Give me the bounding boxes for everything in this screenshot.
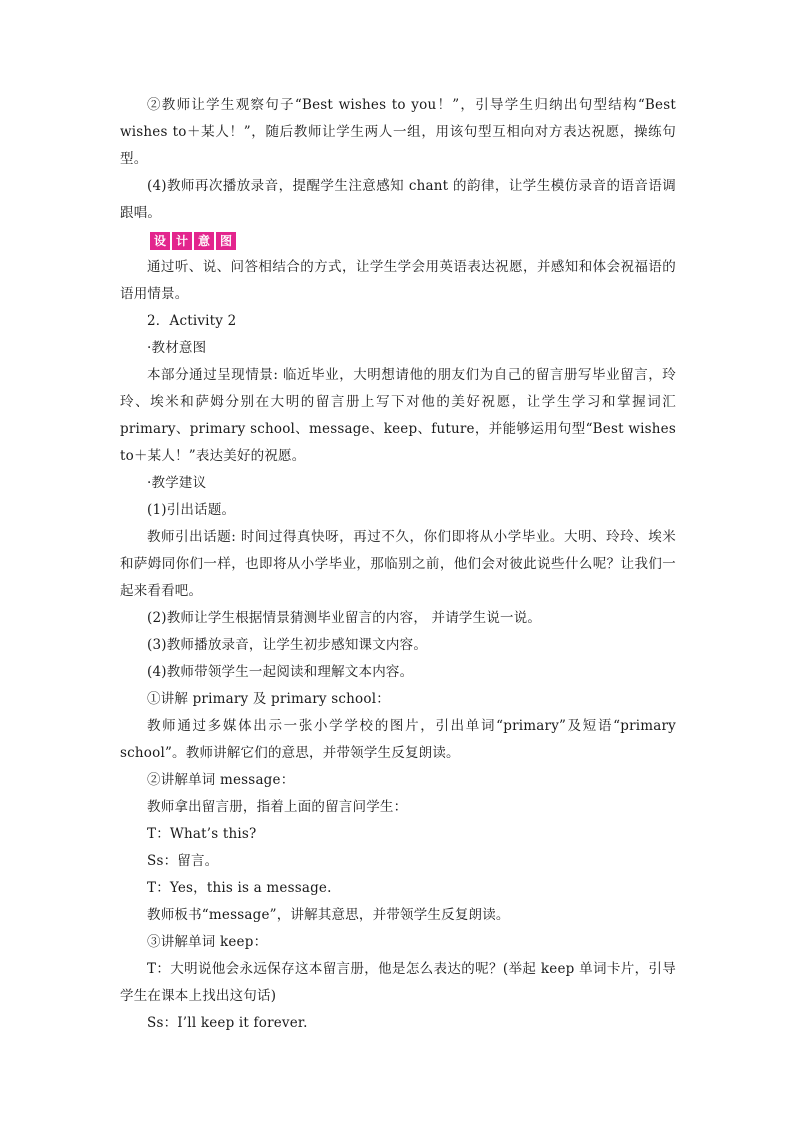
paragraph: ②教师让学生观察句子“Best wishes to you！”，引导学生归纳出句型结构“Best wishes to＋某人！”，随后教师让学生两人一组，用该句型互相向对方表达祝愿，操练句型。 <box>120 97 676 167</box>
design-intent-badge-row <box>120 227 676 254</box>
paragraph: (4)教师带领学生一起阅读和理解文本内容。 <box>147 664 414 680</box>
document-page <box>120 92 676 1037</box>
subsection-heading: ·教材意图 <box>147 340 207 356</box>
section-heading: 2．Activity 2 <box>147 313 237 329</box>
paragraph: ③讲解单词 keep： <box>147 934 268 950</box>
paragraph: (3)教师播放录音，让学生初步感知课文内容。 <box>147 637 428 653</box>
badge-char: 设 <box>150 232 170 250</box>
paragraph: 本部分通过呈现情景: 临近毕业，大明想请他的朋友们为自己的留言册写毕业留言，玲玲、埃米和萨姆分别在大明的留言册上写下对他的美好祝愿，让学生学习和掌握词汇 primary、primary school、message、keep、future，并能够运用句型“Best wishes to＋某人！”表达美好的祝愿。 <box>120 367 676 464</box>
dialogue-line: Ss：留言。 <box>147 853 219 869</box>
paragraph: 教师板书“message”，讲解其意思，并带领学生反复朗读。 <box>147 907 510 923</box>
dialogue-line: Ss：I’ll keep it forever. <box>147 1015 308 1031</box>
paragraph: T：大明说他会永远保存这本留言册，他是怎么表达的呢？(举起 keep 单词卡片，引导学生在课本上找出这句话) <box>120 961 676 1004</box>
paragraph: 教师拿出留言册，指着上面的留言问学生： <box>147 799 408 815</box>
badge-char: 图 <box>216 232 236 250</box>
badge-char: 意 <box>194 232 214 250</box>
paragraph: (1)引出话题。 <box>147 502 236 518</box>
paragraph: 教师通过多媒体出示一张小学学校的图片，引出单词“primary”及短语“primary school”。教师讲解它们的意思，并带领学生反复朗读。 <box>120 718 676 761</box>
badge-char: 计 <box>172 232 192 250</box>
paragraph: (2)教师让学生根据情景猜测毕业留言的内容， 并请学生说一说。 <box>147 610 542 626</box>
design-intent-badge <box>150 232 236 250</box>
paragraph: 教师引出话题: 时间过得真快呀，再过不久，你们即将从小学毕业。大明、玲玲、埃米和萨姆同你们一样，也即将从小学毕业，那临别之前，他们会对彼此说些什么呢？让我们一起来看看吧。 <box>120 529 676 599</box>
paragraph: 通过听、说、问答相结合的方式，让学生学会用英语表达祝愿，并感知和体会祝福语的语用情景。 <box>120 259 676 302</box>
dialogue-line: T：Yes，this is a message. <box>147 880 332 896</box>
paragraph: ①讲解 primary 及 primary school： <box>147 691 390 707</box>
dialogue-line: T：What’s this? <box>147 826 257 842</box>
paragraph: ②讲解单词 message： <box>147 772 295 788</box>
subsection-heading: ·教学建议 <box>147 475 207 491</box>
paragraph: (4)教师再次播放录音，提醒学生注意感知 chant 的韵律，让学生模仿录音的语音语调跟唱。 <box>120 178 676 221</box>
